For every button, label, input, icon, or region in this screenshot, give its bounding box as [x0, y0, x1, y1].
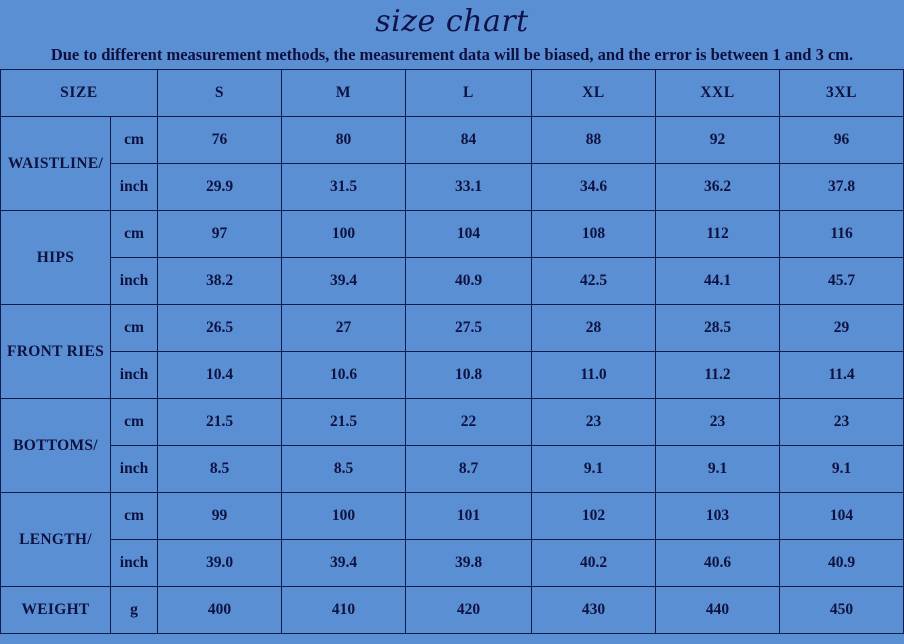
- cell-value: 22: [406, 399, 532, 446]
- cell-value: 23: [656, 399, 780, 446]
- column-header-m: M: [282, 70, 406, 117]
- cell-value: 116: [780, 211, 904, 258]
- cell-value: 42.5: [532, 258, 656, 305]
- cell-value: 39.0: [158, 540, 282, 587]
- cell-value: 103: [656, 493, 780, 540]
- cell-value: 112: [656, 211, 780, 258]
- cell-value: 104: [780, 493, 904, 540]
- cell-value: 101: [406, 493, 532, 540]
- column-header-l: L: [406, 70, 532, 117]
- table-row: [1, 446, 904, 493]
- column-header-size: SIZE: [1, 70, 158, 117]
- table-row: [1, 540, 904, 587]
- cell-value: 31.5: [282, 164, 406, 211]
- unit-cell: cm: [111, 305, 158, 352]
- row-label-bottoms: BOTTOMS/: [1, 399, 111, 493]
- cell-value: 440: [656, 587, 780, 634]
- column-header-xxl: XXL: [656, 70, 780, 117]
- cell-value: 44.1: [656, 258, 780, 305]
- cell-value: 40.9: [780, 540, 904, 587]
- unit-cell: cm: [111, 211, 158, 258]
- table-row: [1, 117, 904, 164]
- cell-value: 84: [406, 117, 532, 164]
- page-title: size chart: [375, 4, 529, 39]
- cell-value: 23: [780, 399, 904, 446]
- cell-value: 92: [656, 117, 780, 164]
- table-row: [1, 211, 904, 258]
- cell-value: 29.9: [158, 164, 282, 211]
- cell-value: 450: [780, 587, 904, 634]
- cell-value: 40.2: [532, 540, 656, 587]
- table-row: [1, 305, 904, 352]
- cell-value: 37.8: [780, 164, 904, 211]
- cell-value: 34.6: [532, 164, 656, 211]
- cell-value: 39.4: [282, 540, 406, 587]
- table-row: [1, 493, 904, 540]
- cell-value: 11.2: [656, 352, 780, 399]
- cell-value: 10.6: [282, 352, 406, 399]
- cell-value: 27: [282, 305, 406, 352]
- table-row: [1, 164, 904, 211]
- row-label-waistline: WAISTLINE/: [1, 117, 111, 211]
- unit-cell: cm: [111, 399, 158, 446]
- cell-value: 420: [406, 587, 532, 634]
- cell-value: 10.8: [406, 352, 532, 399]
- measurement-note: Due to different measurement methods, the measurement data will be biased, and the error is between 1 and 3 cm.: [50, 45, 854, 64]
- cell-value: 28: [532, 305, 656, 352]
- cell-value: 40.6: [656, 540, 780, 587]
- cell-value: 29: [780, 305, 904, 352]
- column-header-3xl: 3XL: [780, 70, 904, 117]
- cell-value: 23: [532, 399, 656, 446]
- cell-value: 45.7: [780, 258, 904, 305]
- column-header-s: S: [158, 70, 282, 117]
- column-header-xl: XL: [532, 70, 656, 117]
- cell-value: 21.5: [158, 399, 282, 446]
- cell-value: 26.5: [158, 305, 282, 352]
- cell-value: 39.4: [282, 258, 406, 305]
- cell-value: 11.0: [532, 352, 656, 399]
- cell-value: 80: [282, 117, 406, 164]
- unit-cell: inch: [111, 352, 158, 399]
- unit-cell: inch: [111, 446, 158, 493]
- cell-value: 99: [158, 493, 282, 540]
- cell-value: 10.4: [158, 352, 282, 399]
- cell-value: 9.1: [780, 446, 904, 493]
- row-label-front-ries: FRONT RIES: [1, 305, 111, 399]
- cell-value: 76: [158, 117, 282, 164]
- cell-value: 430: [532, 587, 656, 634]
- table-row: [1, 587, 904, 634]
- row-label-length: LENGTH/: [1, 493, 111, 587]
- cell-value: 108: [532, 211, 656, 258]
- row-label-weight: WEIGHT: [1, 587, 111, 634]
- unit-cell: cm: [111, 493, 158, 540]
- cell-value: 400: [158, 587, 282, 634]
- table-row: [1, 352, 904, 399]
- cell-value: 8.7: [406, 446, 532, 493]
- cell-value: 8.5: [282, 446, 406, 493]
- table-row: [1, 399, 904, 446]
- unit-cell: inch: [111, 258, 158, 305]
- unit-cell: inch: [111, 540, 158, 587]
- table-row: [1, 258, 904, 305]
- cell-value: 88: [532, 117, 656, 164]
- cell-value: 28.5: [656, 305, 780, 352]
- cell-value: 36.2: [656, 164, 780, 211]
- table-header-row: [1, 70, 904, 117]
- cell-value: 21.5: [282, 399, 406, 446]
- cell-value: 9.1: [532, 446, 656, 493]
- unit-cell: inch: [111, 164, 158, 211]
- unit-cell: cm: [111, 117, 158, 164]
- cell-value: 8.5: [158, 446, 282, 493]
- cell-value: 33.1: [406, 164, 532, 211]
- cell-value: 11.4: [780, 352, 904, 399]
- cell-value: 100: [282, 211, 406, 258]
- size-chart-table: [0, 69, 904, 634]
- cell-value: 410: [282, 587, 406, 634]
- cell-value: 27.5: [406, 305, 532, 352]
- cell-value: 104: [406, 211, 532, 258]
- cell-value: 9.1: [656, 446, 780, 493]
- unit-cell: g: [111, 587, 158, 634]
- cell-value: 40.9: [406, 258, 532, 305]
- cell-value: 96: [780, 117, 904, 164]
- row-label-hips: HIPS: [1, 211, 111, 305]
- cell-value: 39.8: [406, 540, 532, 587]
- cell-value: 97: [158, 211, 282, 258]
- cell-value: 100: [282, 493, 406, 540]
- cell-value: 102: [532, 493, 656, 540]
- cell-value: 38.2: [158, 258, 282, 305]
